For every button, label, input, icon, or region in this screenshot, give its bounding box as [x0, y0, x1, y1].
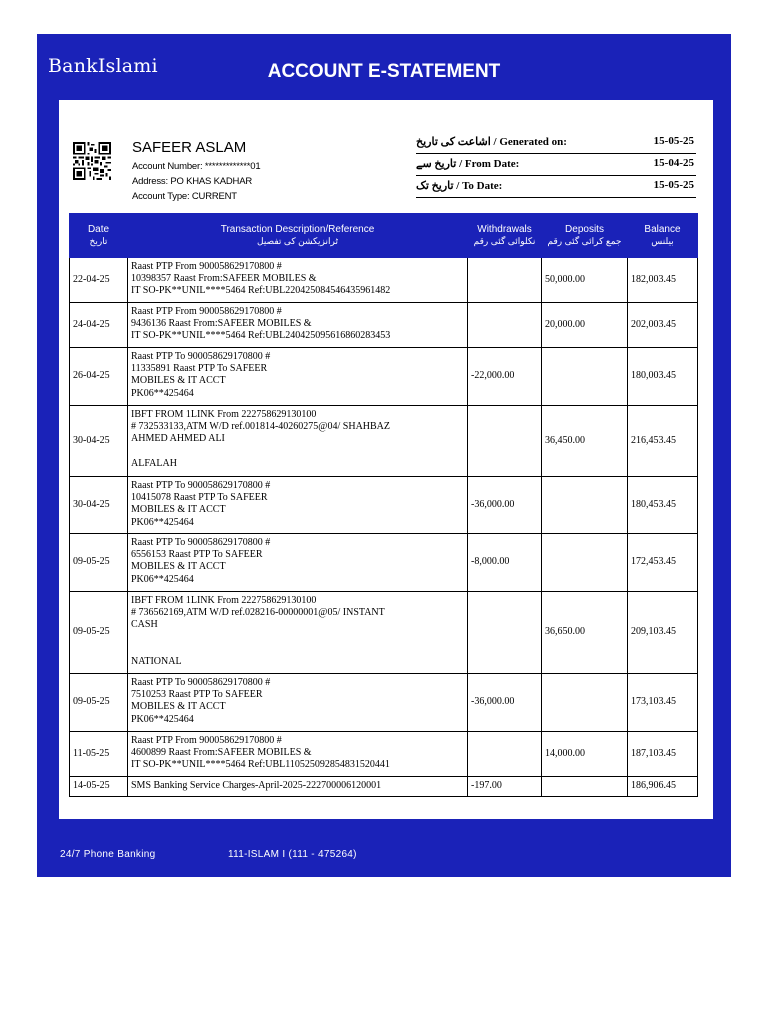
description-line: IBFT FROM 1LINK From 222758629130100 — [131, 595, 317, 606]
footer-notch — [572, 819, 731, 841]
cell-date: 11-05-25 — [70, 732, 128, 777]
cell-date: 30-04-25 — [70, 477, 128, 534]
generated-on-row — [416, 133, 696, 154]
transactions-table — [69, 213, 698, 797]
description-line: 6556153 Raast PTP To SAFEER — [131, 549, 263, 561]
cell-withdrawal — [468, 258, 542, 303]
description-line: 10415078 Raast PTP To SAFEER — [131, 492, 268, 504]
column-header-withdrawals: Withdrawals نکلوائی گئی رقم — [468, 214, 542, 258]
cell-balance: 180,003.45 — [628, 348, 698, 406]
table-row — [70, 732, 698, 777]
description-line: Raast PTP From 900058629170800 # — [131, 306, 282, 317]
description-line: IT SO-PK**UNIL****5464 Ref:UBL220425084546435961482 — [131, 285, 391, 297]
cell-description — [128, 406, 468, 477]
cell-withdrawal: -8,000.00 — [468, 534, 542, 592]
description-line: 4600899 Raast From:SAFEER MOBILES & — [131, 747, 312, 759]
cell-withdrawal: -36,000.00 — [468, 477, 542, 534]
description-line: Raast PTP To 900058629170800 # — [131, 351, 271, 362]
from-date-row — [416, 155, 696, 176]
description-line — [131, 644, 464, 656]
account-type: Account Type: CURRENT — [132, 191, 237, 202]
table-row — [70, 303, 698, 348]
description-line: 11335891 Raast PTP To SAFEER — [131, 363, 268, 375]
description-line: ALFALAH — [131, 457, 177, 469]
cell-balance: 216,453.45 — [628, 406, 698, 477]
cell-deposit: 14,000.00 — [542, 732, 628, 777]
cell-description — [128, 258, 468, 303]
description-line: PK06**425464 — [131, 713, 194, 725]
cell-description — [128, 674, 468, 732]
table-row — [70, 777, 698, 797]
page-title: ACCOUNT E-STATEMENT — [267, 61, 501, 82]
cell-description — [128, 477, 468, 534]
cell-deposit — [542, 477, 628, 534]
qr-code-icon — [73, 142, 111, 180]
description-line: PK06**425464 — [131, 573, 194, 585]
description-line: CASH — [131, 619, 158, 631]
cell-balance: 180,453.45 — [628, 477, 698, 534]
table-row — [70, 592, 698, 674]
cell-date: 26-04-25 — [70, 348, 128, 406]
cell-description — [128, 348, 468, 406]
description-line: SMS Banking Service Charges-April-2025-222700006120001 — [131, 780, 382, 791]
description-line: Raast PTP From 900058629170800 # — [131, 261, 282, 272]
from-date-value: 15-04-25 — [653, 157, 694, 169]
cell-description — [128, 592, 468, 674]
cell-date: 14-05-25 — [70, 777, 128, 797]
cell-date: 09-05-25 — [70, 674, 128, 732]
cell-date: 22-04-25 — [70, 258, 128, 303]
cell-balance: 172,453.45 — [628, 534, 698, 592]
cell-balance: 186,906.45 — [628, 777, 698, 797]
description-line: PK06**425464 — [131, 387, 194, 399]
description-line: Raast PTP To 900058629170800 # — [131, 677, 271, 688]
description-line: # 732533133,ATM W/D ref.001814-40260275@04/ SHAHBAZ — [131, 421, 391, 433]
description-line: MOBILES & IT ACCT — [131, 504, 226, 516]
description-line: MOBILES & IT ACCT — [131, 561, 226, 573]
cell-deposit — [542, 534, 628, 592]
cell-withdrawal: -36,000.00 — [468, 674, 542, 732]
to-date-value: 15-05-25 — [653, 179, 694, 191]
phone-banking-label: 24/7 Phone Banking — [60, 849, 156, 860]
description-line — [131, 446, 464, 458]
cell-deposit — [542, 777, 628, 797]
cell-description — [128, 303, 468, 348]
from-date-label: تاریخ سے / From Date: — [416, 158, 520, 170]
cell-date: 30-04-25 — [70, 406, 128, 477]
description-line: AHMED AHMED ALI — [131, 433, 225, 445]
cell-description — [128, 732, 468, 777]
to-date-row — [416, 177, 696, 198]
description-line: MOBILES & IT ACCT — [131, 375, 226, 387]
bank-logo: BankIslami — [48, 55, 158, 77]
cell-balance: 209,103.45 — [628, 592, 698, 674]
table-row — [70, 406, 698, 477]
cell-deposit: 36,450.00 — [542, 406, 628, 477]
cell-deposit — [542, 674, 628, 732]
cell-balance: 187,103.45 — [628, 732, 698, 777]
cell-withdrawal — [468, 406, 542, 477]
table-row — [70, 348, 698, 406]
cell-description — [128, 777, 468, 797]
cell-date: 24-04-25 — [70, 303, 128, 348]
cell-withdrawal: -197.00 — [468, 777, 542, 797]
cell-withdrawal — [468, 303, 542, 348]
cell-deposit — [542, 348, 628, 406]
description-line: Raast PTP From 900058629170800 # — [131, 735, 282, 746]
description-line: IBFT FROM 1LINK From 222758629130100 — [131, 409, 317, 420]
description-line: 7510253 Raast PTP To SAFEER — [131, 689, 263, 701]
account-number: Account Number: *************01 — [132, 161, 261, 172]
to-date-label: تاریخ تک / To Date: — [416, 180, 503, 192]
table-row — [70, 534, 698, 592]
cell-date: 09-05-25 — [70, 592, 128, 674]
description-line: NATIONAL — [131, 656, 182, 668]
cell-deposit: 36,650.00 — [542, 592, 628, 674]
description-line: Raast PTP To 900058629170800 # — [131, 537, 271, 548]
cell-balance: 173,103.45 — [628, 674, 698, 732]
description-line: 9436136 Raast From:SAFEER MOBILES & — [131, 318, 312, 330]
column-header-balance: Balance بیلنس — [628, 214, 698, 258]
cell-balance: 202,003.45 — [628, 303, 698, 348]
column-header-date: Date تاریخ — [70, 214, 128, 258]
cell-withdrawal: -22,000.00 — [468, 348, 542, 406]
account-address: Address: PO KHAS KADHAR — [132, 176, 252, 187]
description-line: PK06**425464 — [131, 516, 194, 528]
phone-banking-number: 111-ISLAM I (111 - 475264) — [228, 849, 357, 860]
column-header-deposits: Deposits جمع کرائی گئی رقم — [542, 214, 628, 258]
cell-description — [128, 534, 468, 592]
cell-deposit: 20,000.00 — [542, 303, 628, 348]
description-line: MOBILES & IT ACCT — [131, 701, 226, 713]
table-row — [70, 258, 698, 303]
cell-withdrawal — [468, 732, 542, 777]
generated-on-label: اشاعت کی تاریخ / Generated on: — [416, 136, 567, 148]
cell-balance: 182,003.45 — [628, 258, 698, 303]
description-line — [131, 632, 464, 644]
description-line: IT SO-PK**UNIL****5464 Ref:UBL240425095616860283453 — [131, 330, 391, 342]
cell-date: 09-05-25 — [70, 534, 128, 592]
table-row — [70, 477, 698, 534]
cell-withdrawal — [468, 592, 542, 674]
description-line: Raast PTP To 900058629170800 # — [131, 480, 271, 491]
column-header-description: Transaction Description/Reference ٹرانزیکشن کی تفصیل — [128, 214, 468, 258]
table-header-row — [70, 214, 698, 258]
description-line: 10398357 Raast From:SAFEER MOBILES & — [131, 273, 317, 285]
cell-deposit: 50,000.00 — [542, 258, 628, 303]
description-line: IT SO-PK**UNIL****5464 Ref:UBL110525092854831520441 — [131, 759, 390, 771]
generated-on-value: 15-05-25 — [653, 135, 694, 147]
description-line: # 736562169,ATM W/D ref.028216-00000001@05/ INSTANT — [131, 607, 385, 619]
table-row — [70, 674, 698, 732]
account-holder-name: SAFEER ASLAM — [132, 139, 247, 156]
